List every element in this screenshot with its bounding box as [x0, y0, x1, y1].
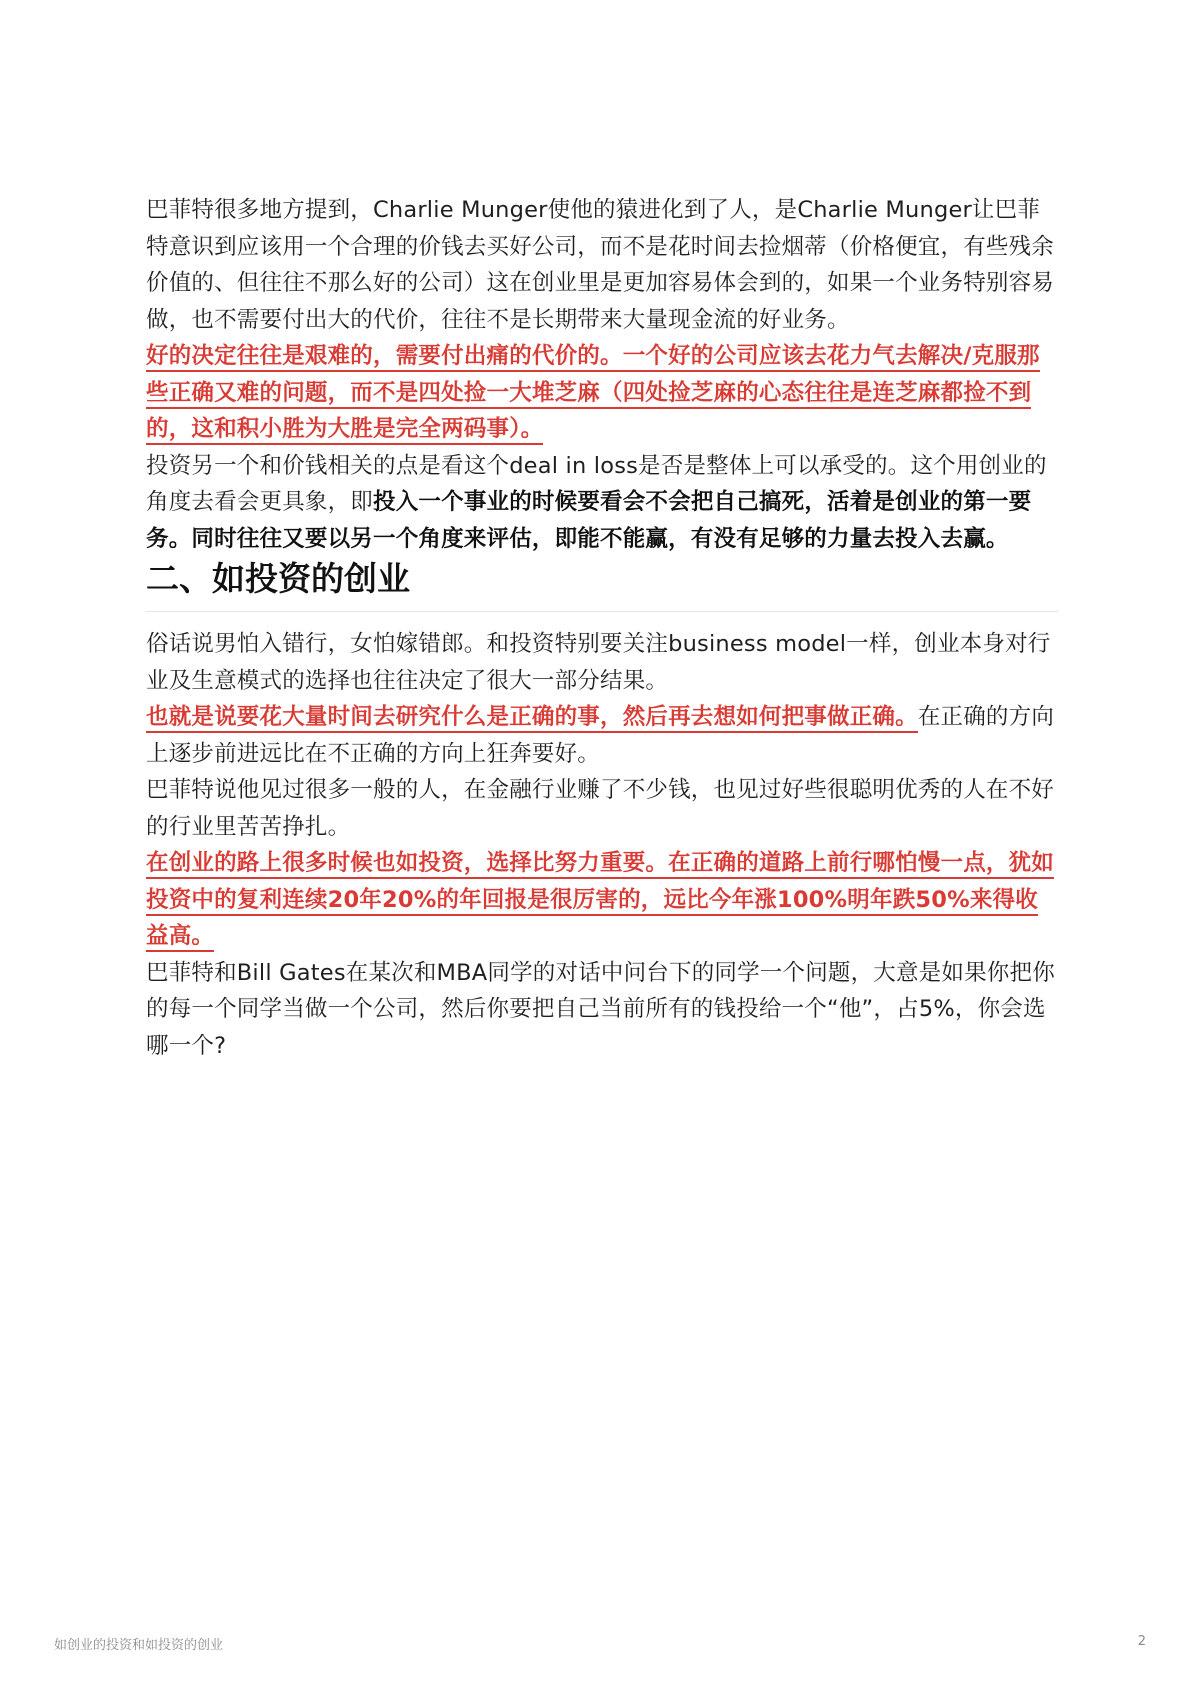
paragraph-choose-industry: 俗话说男怕入错行，女怕嫁错郎。和投资特别要关注business model一样，创业本身对行业及生意模式的选择也往往决定了很大一部分结果。: [146, 631, 1051, 694]
paragraph-right-thing: [146, 699, 1058, 772]
bold-text: 投入一个事业的时候要看会不会把自己搞死，活着是创业的第一要务。同时往往又要以另一个角度来评估，即能不能赢，有没有足够的力量去投入去赢。: [146, 489, 1032, 552]
highlighted-text: 在创业的路上很多时候也如投资，选择比努力重要。在正确的道路上前行哪怕慢一点，犹如投资中的复利连续20年20%的年回报是很厉害的，远比今年涨100%明年跌50%来得收益高。: [146, 850, 1054, 952]
paragraph-compound-returns: [146, 845, 1058, 955]
highlighted-text: 好的决定往往是艰难的，需要付出痛的代价的。一个好的公司应该去花力气去解决/克服那些正确又难的问题，而不是四处捡一大堆芝麻（四处捡芝麻的心态往往是连芝麻都捡不到的，这和积小胜为大胜是完全两码事）。: [146, 343, 1040, 445]
plain-text: 在正确的方向上逐步前进远比在不正确的方向上狂奔要好。: [146, 704, 1055, 767]
paragraph-mba-question: 巴菲特和Bill Gates在某次和MBA同学的对话中问台下的同学一个问题，大意是如果你把你的每一个同学当做一个公司，然后你要把自己当前所有的钱投给一个“他”，占5%，你会选哪一个?: [146, 959, 1055, 1059]
paragraph-finance-industry: 巴菲特说他见过很多一般的人，在金融行业赚了不少钱，也见过好些很聪明优秀的人在不好的行业里苦苦挣扎。: [146, 777, 1055, 840]
footer-doc-title: 如创业的投资和如投资的创业: [54, 1638, 224, 1653]
paragraph-deal-in-loss: [146, 448, 1058, 558]
document-body: [146, 192, 1058, 1064]
highlighted-text: 也就是说要花大量时间去研究什么是正确的事，然后再去想如何把事做正确。: [146, 704, 918, 733]
plain-text: 投资另一个和价钱相关的点是看这个deal in loss是否是整体上可以承受的。这个用创业的角度去看会更具象，即: [146, 452, 1047, 515]
paragraph-good-decisions: [146, 338, 1058, 448]
section-heading: 二、如投资的创业: [146, 557, 1058, 612]
page-number: 2: [1137, 1634, 1146, 1649]
paragraph-munger: 巴菲特很多地方提到，Charlie Munger使他的猿进化到了人，是Charlie Munger让巴菲特意识到应该用一个合理的价钱去买好公司，而不是花时间去捡烟蒂（价格便宜，有些残余价值的、但往往不那么好的公司）这在创业里是更加容易体会到的，如果一个业务特别容易做，也不需要付出大的代价，往往不是长期带来大量现金流的好业务。: [146, 197, 1055, 333]
